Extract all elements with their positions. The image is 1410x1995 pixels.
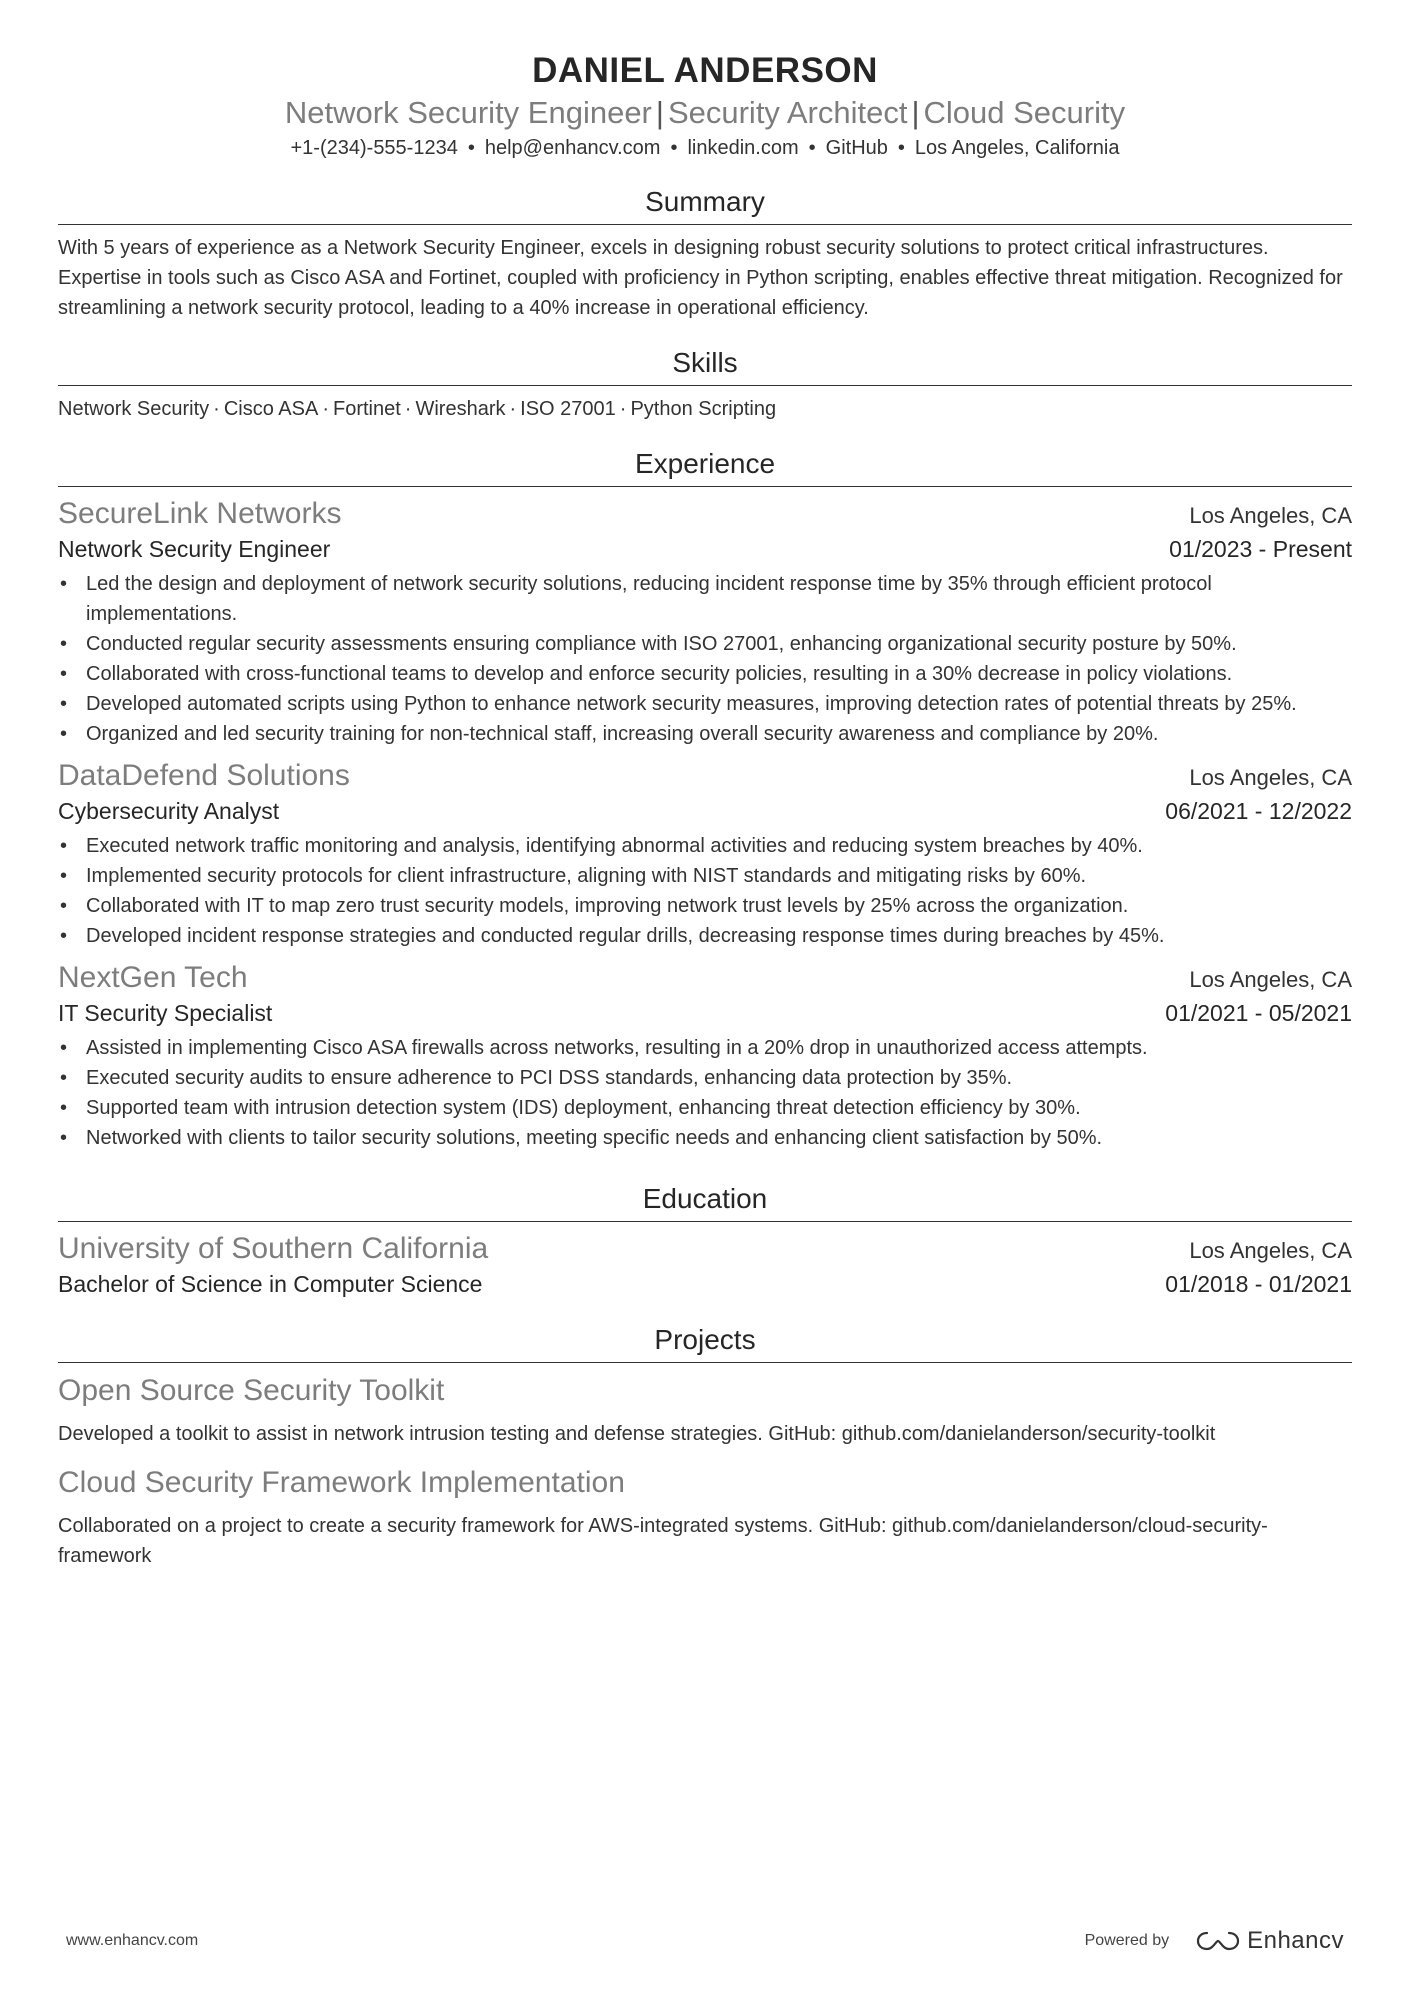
achievement-item: • Developed automated scripts using Python to enhance network security measures, improving detection rates of potential threats by 25%. <box>86 689 1352 719</box>
skills-section <box>58 345 1352 424</box>
resume-header <box>58 50 1352 162</box>
achievement-item: • Collaborated with cross-functional teams to develop and enforce security policies, resulting in a 30% decrease in policy violations. <box>86 659 1352 689</box>
project-entry <box>58 1463 1352 1571</box>
powered-by <box>1085 1927 1344 1955</box>
enhancv-logo[interactable] <box>1195 1927 1344 1955</box>
skill-separator: · <box>619 398 627 420</box>
entry-header-row <box>58 1230 1352 1268</box>
education-entry <box>58 1230 1352 1300</box>
achievement-item: • Led the design and deployment of network security solutions, reducing incident response time by 35% through efficient protocol implementations. <box>86 569 1352 629</box>
project-description: Developed a toolkit to assist in network intrusion testing and defense strategies. GitHub: github.com/danielanderson/security-toolkit <box>58 1423 1216 1445</box>
powered-by-label: Powered by <box>1084 1932 1170 1949</box>
candidate-titles <box>58 94 1352 132</box>
degree: Bachelor of Science in Computer Science <box>58 1271 483 1297</box>
project-description: Collaborated on a project to create a security framework for AWS-integrated systems. GitHub: github.com/danielanderson/cloud-security-framework <box>58 1515 1268 1567</box>
contact-separator: • <box>670 137 678 159</box>
skill-separator: · <box>404 398 412 420</box>
title-1: Network Security Engineer <box>284 95 652 130</box>
achievement-item: • Supported team with intrusion detection system (IDS) deployment, enhancing threat detection efficiency by 30%. <box>86 1093 1352 1123</box>
contact-github[interactable]: GitHub <box>825 137 888 159</box>
entry-role-row <box>58 533 1352 565</box>
title-2: Security Architect <box>667 95 908 130</box>
skills-list <box>58 394 1352 424</box>
achievement-item: • Executed network traffic monitoring and analysis, identifying abnormal activities and reducing system breaches by 40%. <box>86 831 1352 861</box>
skill-item: Network Security <box>58 398 210 420</box>
summary-section <box>58 184 1352 323</box>
job-role: Network Security Engineer <box>58 536 331 562</box>
summary-text: With 5 years of experience as a Network Security Engineer, excels in designing robust security solutions to protect critical infrastructures. Expertise in tools such as Cisco ASA and Fortinet, coupled with proficiency in Python scripting, enables effective threat mitigation. Recognized for streamlining a network security protocol, leading to a 40% increase in operational efficiency. <box>58 237 1343 319</box>
achievement-item: • Implemented security protocols for client infrastructure, aligning with NIST standards and mitigating risks by 60%. <box>86 861 1352 891</box>
entry-role-row <box>58 997 1352 1029</box>
job-dates: 01/2021 - 05/2021 <box>1165 1000 1352 1026</box>
projects-section <box>58 1322 1352 1571</box>
entry-role-row <box>58 795 1352 827</box>
achievement-list <box>58 1033 1352 1153</box>
section-title-education: Education <box>58 1181 1352 1222</box>
experience-entry <box>58 959 1352 1153</box>
job-dates: 06/2021 - 12/2022 <box>1165 798 1352 824</box>
entry-header-row <box>58 495 1352 533</box>
education-dates: 01/2018 - 01/2021 <box>1165 1271 1352 1297</box>
company-name: DataDefend Solutions <box>58 759 350 792</box>
experience-section <box>58 446 1352 1153</box>
page-footer <box>66 1927 1344 1955</box>
project-name: Open Source Security Toolkit <box>58 1374 445 1407</box>
section-title-skills: Skills <box>58 345 1352 386</box>
contact-line <box>58 134 1352 162</box>
skill-separator: · <box>213 398 220 420</box>
section-title-projects: Projects <box>58 1322 1352 1363</box>
entry-header-row <box>58 757 1352 795</box>
skill-item: Wireshark <box>415 398 506 420</box>
skill-item: Cisco ASA <box>223 398 319 420</box>
company-name: SecureLink Networks <box>58 497 342 530</box>
brand-name: Enhancv <box>1247 1927 1344 1954</box>
experience-entry <box>58 495 1352 749</box>
achievement-item: • Executed security audits to ensure adherence to PCI DSS standards, enhancing data protection by 35%. <box>86 1063 1352 1093</box>
contact-separator: • <box>897 137 905 159</box>
company-name: NextGen Tech <box>58 961 248 994</box>
skill-separator: · <box>322 398 329 420</box>
achievement-item: • Collaborated with IT to map zero trust security models, improving network trust levels by 25% across the organization. <box>86 891 1352 921</box>
contact-linkedin[interactable]: linkedin.com <box>687 137 799 159</box>
job-role: Cybersecurity Analyst <box>58 798 280 824</box>
entry-degree-row <box>58 1268 1352 1300</box>
job-dates: 01/2023 - Present <box>1169 536 1352 562</box>
achievement-list <box>58 831 1352 951</box>
contact-separator: • <box>467 137 475 159</box>
achievement-item: • Networked with clients to tailor security solutions, meeting specific needs and enhancing client satisfaction by 50%. <box>86 1123 1352 1153</box>
title-separator: | <box>655 95 664 130</box>
achievement-list <box>58 569 1352 749</box>
skill-item: Python Scripting <box>630 398 777 420</box>
achievement-item: • Organized and led security training for non-technical staff, increasing overall security awareness and compliance by 20%. <box>86 719 1352 749</box>
skill-item: Fortinet <box>332 398 401 420</box>
school-name: University of Southern California <box>58 1232 489 1265</box>
contact-location: Los Angeles, California <box>914 137 1120 159</box>
contact-separator: • <box>808 137 816 159</box>
project-entry <box>58 1371 1352 1449</box>
contact-email[interactable]: help@enhancv.com <box>484 137 661 159</box>
school-location: Los Angeles, CA <box>1189 1238 1352 1263</box>
contact-phone: +1-(234)-555-1234 <box>290 137 458 159</box>
title-3: Cloud Security <box>923 95 1126 130</box>
entry-header-row <box>58 959 1352 997</box>
enhancv-logo-icon <box>1195 1929 1241 1953</box>
project-name: Cloud Security Framework Implementation <box>58 1466 625 1499</box>
footer-url[interactable]: www.enhancv.com <box>66 1932 199 1949</box>
job-location: Los Angeles, CA <box>1189 503 1352 528</box>
skill-separator: · <box>509 398 517 420</box>
achievement-item: • Developed incident response strategies and conducted regular drills, decreasing response times during breaches by 45%. <box>86 921 1352 951</box>
job-role: IT Security Specialist <box>58 1000 273 1026</box>
job-location: Los Angeles, CA <box>1189 967 1352 992</box>
achievement-item: • Conducted regular security assessments ensuring compliance with ISO 27001, enhancing organizational security posture by 50%. <box>86 629 1352 659</box>
section-title-experience: Experience <box>58 446 1352 487</box>
experience-entry <box>58 757 1352 951</box>
achievement-item: • Assisted in implementing Cisco ASA firewalls across networks, resulting in a 20% drop in unauthorized access attempts. <box>86 1033 1352 1063</box>
education-section <box>58 1181 1352 1300</box>
section-title-summary: Summary <box>58 184 1352 225</box>
title-separator: | <box>911 95 920 130</box>
skill-item: ISO 27001 <box>520 398 616 420</box>
candidate-name: DANIEL ANDERSON <box>532 51 878 90</box>
job-location: Los Angeles, CA <box>1189 765 1352 790</box>
